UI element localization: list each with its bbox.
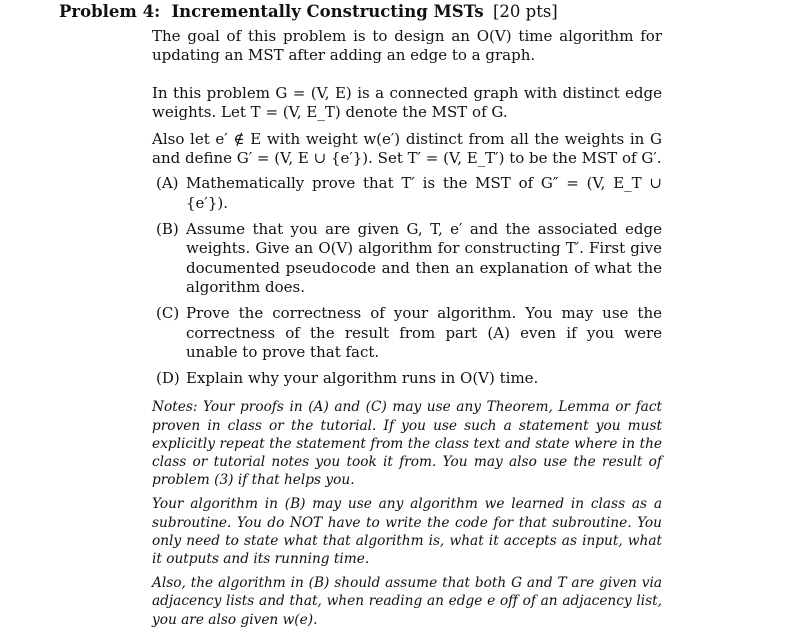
problem-number: Problem 4: bbox=[59, 2, 161, 21]
note-paragraph-1: Notes: Your proofs in (A) and (C) may use any Theorem, Lemma or fact proven in class or the tutorial. If you use such a statement you must explicitly repeat the statement from the class text and state where in the class or tutorial notes you took it from. You may also use the result of problem (3) if that helps you. bbox=[152, 399, 662, 489]
part-d bbox=[152, 369, 662, 389]
problem-body bbox=[152, 27, 662, 629]
part-text: Explain why your algorithm runs in O(V) time. bbox=[186, 368, 539, 387]
note-paragraph-3: Also, the algorithm in (B) should assume that both G and T are given via adjacency lists and that, when reading an edge e off of an adjacency list, you are also given w(e). bbox=[152, 575, 662, 628]
problem-heading bbox=[59, 2, 558, 22]
part-text: Mathematically prove that T′ is the MST of G″ = (V, E_T ∪ {e′}). bbox=[186, 174, 662, 213]
part-a bbox=[152, 174, 662, 213]
setup-paragraph-1: In this problem G = (V, E) is a connected graph with distinct edge weights. Let T = (V, E_T) denote the MST of G. bbox=[152, 83, 662, 122]
part-b bbox=[152, 220, 662, 298]
notes-section bbox=[152, 398, 662, 628]
part-label: (D) bbox=[156, 368, 180, 387]
setup-paragraph-2: Also let e′ ∉ E with weight w(e′) distinct from all the weights in G and define G′ = (V, E ∪ {e′}). Set T′ = (V, E_T′) to be the MST of G′. bbox=[152, 129, 662, 168]
intro-paragraph: The goal of this problem is to design an O(V) time algorithm for updating an MST after adding an edge to a graph. bbox=[152, 27, 662, 65]
part-label: (A) bbox=[156, 174, 179, 193]
problem-title: Incrementally Constructing MSTs bbox=[171, 2, 484, 21]
problem-points: [20 pts] bbox=[492, 2, 558, 21]
part-label: (B) bbox=[156, 219, 179, 238]
part-text: Prove the correctness of your algorithm. You may use the correctness of the result from part (A) even if you were unable to prove that fact. bbox=[186, 304, 662, 362]
part-text: Assume that you are given G, T, e′ and the associated edge weights. Give an O(V) algorithm for constructing T′. First give documented pseudocode and then an explanation of what the algorithm does. bbox=[186, 219, 662, 297]
note-paragraph-2: Your algorithm in (B) may use any algorithm we learned in class as a subroutine. You do NOT have to write the code for that subroutine. You only need to state what that algorithm is, what it accepts as input, what it outputs and its running time. bbox=[152, 496, 662, 567]
part-label: (C) bbox=[156, 304, 180, 322]
part-c bbox=[152, 304, 662, 363]
parts-list bbox=[152, 174, 662, 388]
